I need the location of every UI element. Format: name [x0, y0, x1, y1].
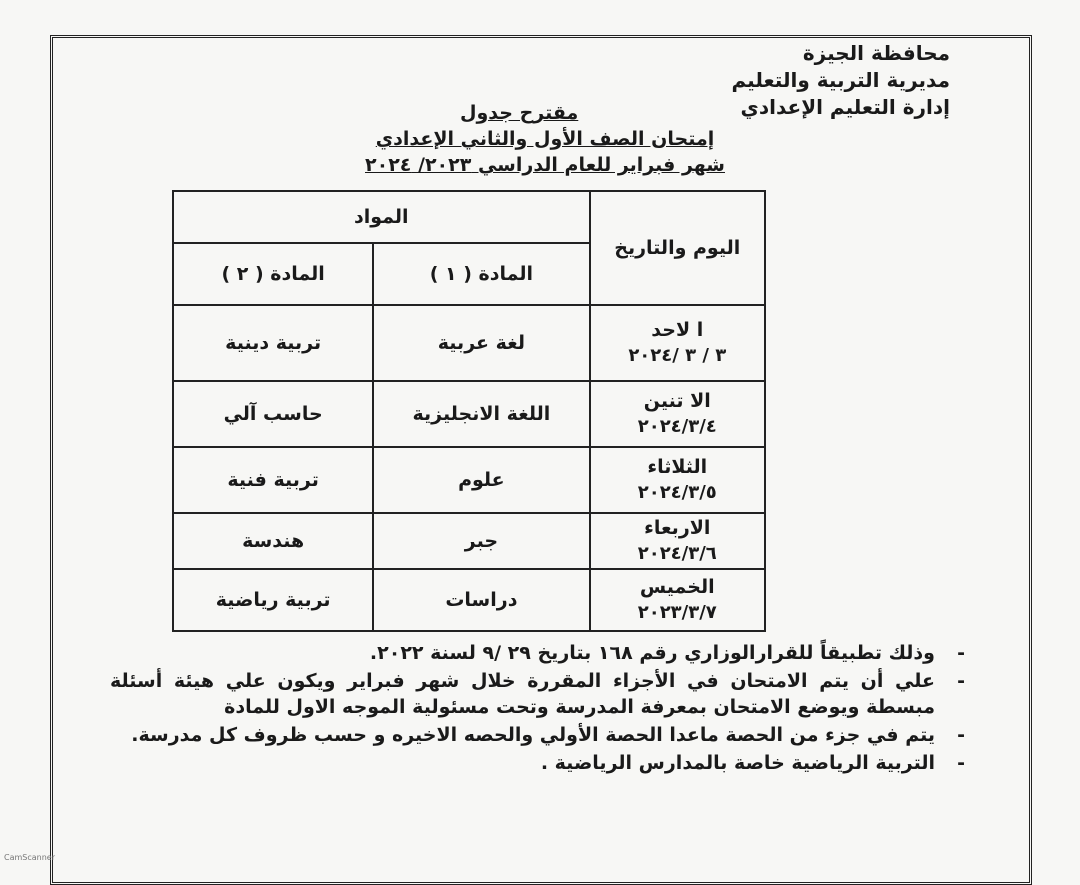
note-text: التربية الرياضية خاصة بالمدارس الرياضية . [540, 752, 935, 774]
day-date-cell [590, 381, 765, 447]
notes-list [110, 640, 965, 778]
bullet-dash: - [957, 724, 965, 746]
day-date-header: اليوم والتاريخ [590, 191, 765, 305]
exam-date: ٢٠٢٤/٣/٤ [637, 416, 717, 437]
subject-2-cell: تربية رياضية [173, 569, 373, 631]
title-line-1: مقترح جدول [460, 102, 579, 124]
day-name: ا لاحد [651, 319, 704, 341]
note-text: وذلك تطبيقاً للقرارالوزاري رقم ١٦٨ بتاريخ ٢٩ /٩ لسنة ٢٠٢٢. [369, 642, 935, 664]
day-name: الا تنين [643, 390, 711, 412]
day-name: الاربعاء [644, 517, 711, 539]
day-date-cell [590, 447, 765, 513]
note-text: يتم في جزء من الحصة ماعدا الحصة الأولي والحصه الاخيره و حسب ظروف كل مدرسة. [131, 724, 935, 746]
day-name: الخميس [639, 576, 715, 598]
table-row [173, 381, 765, 447]
governorate: محافظة الجيزة [802, 41, 950, 65]
subject-1-header: المادة ( ١ ) [373, 243, 589, 305]
subject-2-cell: هندسة [173, 513, 373, 569]
subject-2-header: المادة ( ٢ ) [173, 243, 373, 305]
directorate: مديرية التربية والتعليم [731, 68, 950, 92]
table-row [173, 305, 765, 381]
administration: إدارة التعليم الإعدادي [740, 95, 950, 119]
table-row [173, 447, 765, 513]
day-date-cell [590, 513, 765, 569]
subject-2-cell: تربية فنية [173, 447, 373, 513]
subject-1-cell: دراسات [373, 569, 589, 631]
subject-2-cell: تربية دينية [173, 305, 373, 381]
list-item [110, 722, 965, 748]
subject-2-cell: حاسب آلي [173, 381, 373, 447]
exam-schedule-table [172, 190, 766, 632]
table-row [173, 513, 765, 569]
title-line-3: شهر فبراير للعام الدراسي ٢٠٢٣/ ٢٠٢٤ [365, 154, 725, 176]
scanner-watermark: CamScanner [4, 853, 56, 862]
subject-1-cell: لغة عربية [373, 305, 589, 381]
subject-1-cell: علوم [373, 447, 589, 513]
bullet-dash: - [957, 670, 965, 692]
list-item [110, 668, 965, 720]
bullet-dash: - [957, 752, 965, 774]
bullet-dash: - [957, 642, 965, 664]
list-item [110, 640, 965, 666]
exam-date: ٢٠٢٤/٣/٥ [637, 482, 717, 503]
exam-date: ٣ / ٣ /٢٠٢٤ [628, 345, 727, 366]
list-item [110, 750, 965, 776]
subject-1-cell: جبر [373, 513, 589, 569]
exam-date: ٢٠٢٤/٣/٦ [637, 543, 717, 564]
exam-date: ٢٠٢٣/٣/٧ [637, 602, 717, 623]
subject-1-cell: اللغة الانجليزية [373, 381, 589, 447]
day-date-cell [590, 305, 765, 381]
title-line-2: إمتحان الصف الأول والثاني الإعدادي [375, 128, 715, 150]
day-name: الثلاثاء [647, 456, 708, 478]
day-date-cell [590, 569, 765, 631]
subjects-header: المواد [173, 191, 590, 243]
document-title [320, 100, 770, 178]
table-row [173, 569, 765, 631]
note-text: علي أن يتم الامتحان في الأجزاء المقررة خلال شهر فبراير ويكون علي هيئة أسئلة مبسطة ويوضع الامتحان بمعرفة المدرسة وتحت مسئولية الموجه الاول للمادة [110, 670, 935, 718]
